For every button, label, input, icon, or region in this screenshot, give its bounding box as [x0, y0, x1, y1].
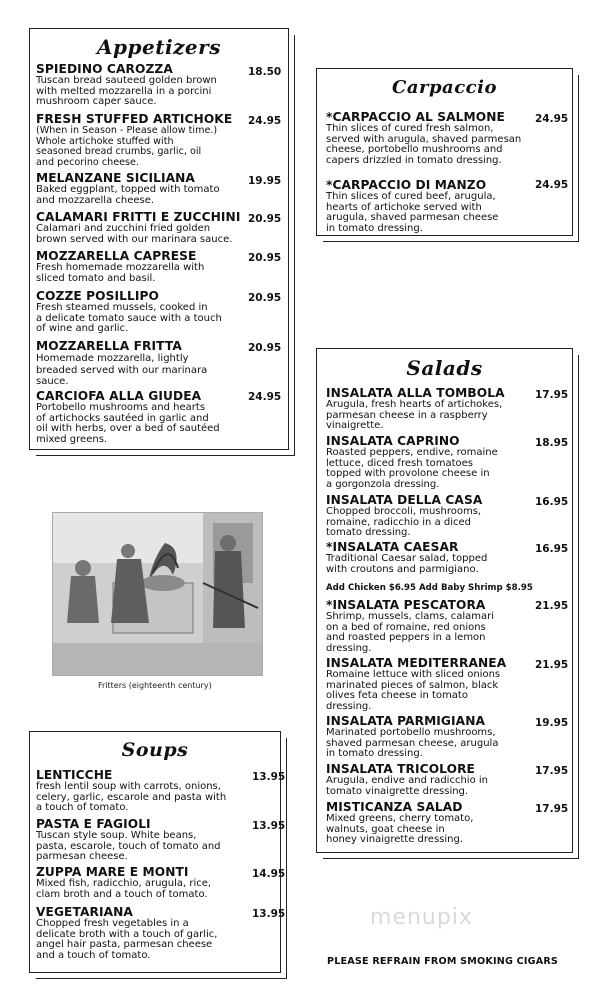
item-name: INSALATA PARMIGIANA — [326, 714, 486, 728]
item-name: FRESH STUFFED ARTICHOKE — [36, 112, 233, 126]
item-name: CALAMARI FRITTI E ZUCCHINI — [36, 210, 241, 224]
item-price: 24.95 — [248, 115, 282, 127]
item-description: Calamari and zucchini fried golden brown served with our marinara sauce. — [36, 223, 233, 245]
menu-item — [36, 769, 251, 814]
item-price: 17.95 — [535, 389, 569, 401]
item-description: Romaine lettuce with sliced onions marinated pieces of salmon, black olives feta cheese in tomato dressing. — [326, 669, 501, 712]
soups-section — [29, 731, 286, 973]
appetizers-heading: Appetizers — [97, 35, 221, 59]
item-description: Chopped broccoli, mushrooms, romaine, radicchio in a diced tomato dressing. — [326, 506, 482, 539]
menu-item — [36, 250, 251, 284]
item-price: 17.95 — [535, 765, 569, 777]
menu-item — [326, 111, 541, 166]
fritters-engraving-image — [53, 513, 262, 675]
menu-item — [326, 801, 541, 846]
menu-item — [326, 657, 541, 712]
menu-item — [36, 866, 251, 900]
item-price: 21.95 — [535, 659, 569, 671]
carpaccio-section — [316, 68, 573, 236]
menu-item — [36, 340, 251, 388]
menu-item — [326, 763, 541, 797]
item-price: 13.95 — [252, 820, 286, 832]
item-description: Homemade mozzarella, lightly breaded served with our marinara sauce. — [36, 353, 208, 387]
item-price: 14.95 — [252, 868, 286, 880]
item-description: fresh lentil soup with carrots, onions, celery, garlic, escarole and pasta with a touch of tomato. — [36, 781, 227, 814]
item-price: 17.95 — [535, 803, 569, 815]
item-price: 19.95 — [535, 717, 569, 729]
item-price: 16.95 — [535, 543, 569, 555]
item-name: MISTICANZA SALAD — [326, 800, 463, 814]
item-price: 19.95 — [248, 175, 282, 187]
item-description: Portobello mushrooms and hearts of artichocks sautéed in garlic and oil with herbs, over a bed of sautéed mixed greens. — [36, 402, 220, 445]
item-name: SPIEDINO CAROZZA — [36, 62, 173, 76]
item-description: Fresh steamed mussels, cooked in a delicate tomato sauce with a touch of wine and garlic. — [36, 302, 222, 335]
carpaccio-heading: Carpaccio — [392, 77, 497, 98]
appetizers-section — [29, 28, 289, 450]
menu-item — [36, 290, 251, 335]
item-description: Chopped fresh vegetables in a delicate broth with a touch of garlic, angel hair pasta, parmesan cheese and a touch of tomato. — [36, 918, 218, 961]
item-description: Tuscan bread sauteed golden brown with melted mozzarella in a porcini mushroom caper sauce. — [36, 75, 217, 108]
item-name: ZUPPA MARE E MONTI — [36, 865, 189, 879]
watermark: menupix — [370, 905, 473, 930]
item-price: 20.95 — [248, 213, 282, 225]
item-description: Arugula, fresh hearts of artichokes, parmesan cheese in a raspberry vinaigrette. — [326, 399, 503, 432]
item-name: VEGETARIANA — [36, 905, 133, 919]
item-name: INSALATA ALLA TOMBOLA — [326, 386, 505, 400]
item-price: 16.95 — [535, 496, 569, 508]
item-description: Roasted peppers, endive, romaine lettuce, diced fresh tomatoes topped with provolone cheese in a gorgonzola dressing. — [326, 447, 498, 490]
item-price: 20.95 — [248, 252, 282, 264]
item-name: INSALATA TRICOLORE — [326, 762, 475, 776]
smoking-notice: PLEASE REFRAIN FROM SMOKING CIGARS — [327, 956, 559, 967]
item-name: MOZZARELLA FRITTA — [36, 339, 182, 353]
menu-item — [36, 113, 251, 168]
menu-item — [36, 172, 251, 206]
item-description: Marinated portobello mushrooms, shaved parmesan cheese, arugula in tomato dressing. — [326, 727, 499, 760]
menu-item — [326, 541, 541, 575]
item-name: PASTA E FAGIOLI — [36, 817, 151, 831]
item-name: MELANZANE SICILIANA — [36, 171, 195, 185]
menu-item — [326, 494, 541, 539]
menu-item — [326, 387, 541, 432]
item-description: Traditional Caesar salad, topped with croutons and parmigiano. — [326, 553, 488, 575]
item-price: 24.95 — [535, 179, 569, 191]
menu-item — [36, 63, 251, 108]
illustration-caption: Fritters (eighteenth century) — [98, 681, 212, 690]
menu-item — [326, 179, 541, 234]
item-name: COZZE POSILLIPO — [36, 289, 160, 303]
salads-heading: Salads — [406, 356, 483, 380]
menu-item — [326, 599, 541, 654]
item-description: Thin slices of cured fresh salmon, served with arugula, shaved parmesan cheese, portobello mushrooms and capers drizzled in tomato dressing. — [326, 123, 522, 166]
item-price: 13.95 — [252, 771, 286, 783]
item-name: INSALATA MEDITERRANEA — [326, 656, 507, 670]
item-name: INSALATA CAPRINO — [326, 434, 460, 448]
item-name: MOZZARELLA CAPRESE — [36, 249, 197, 263]
item-price: 21.95 — [535, 600, 569, 612]
item-price: 24.95 — [535, 113, 569, 125]
item-name: *INSALATA CAESAR — [326, 540, 459, 554]
menu-item — [36, 390, 251, 445]
item-description: Tuscan style soup. White beans, pasta, escarole, touch of tomato and parmesan cheese. — [36, 830, 221, 863]
item-name: *CARPACCIO DI MANZO — [326, 178, 487, 192]
item-name: CARCIOFA ALLA GIUDEA — [36, 389, 202, 403]
menu-item — [36, 818, 251, 863]
salad-addons: Add Chicken $6.95 Add Baby Shrimp $8.95 — [326, 583, 533, 593]
item-name: LENTICCHE — [36, 768, 113, 782]
soups-heading: Soups — [121, 739, 189, 761]
item-price: 24.95 — [248, 391, 282, 403]
item-price: 18.95 — [535, 437, 569, 449]
item-name: *INSALATA PESCATORA — [326, 598, 486, 612]
item-price: 13.95 — [252, 908, 286, 920]
menu-item — [36, 906, 251, 961]
menu-item — [326, 715, 541, 760]
item-description: Mixed fish, radicchio, arugula, rice, clam broth and a touch of tomato. — [36, 878, 212, 900]
item-description: Shrimp, mussels, clams, calamari on a bed of romaine, red onions and roasted peppers in a lemon dressing. — [326, 611, 495, 654]
item-description: Thin slices of cured beef, arugula, hearts of artichoke served with arugula, shaved parmesan cheese in tomato dressing. — [326, 191, 499, 234]
illustration — [52, 512, 263, 676]
menu-item — [326, 435, 541, 490]
salads-section — [316, 348, 573, 853]
item-name: INSALATA DELLA CASA — [326, 493, 483, 507]
item-description: Arugula, endive and radicchio in tomato vinaigrette dressing. — [326, 775, 488, 797]
item-price: 20.95 — [248, 342, 282, 354]
item-description: Baked eggplant, topped with tomato and mozzarella cheese. — [36, 184, 220, 206]
item-name: *CARPACCIO AL SALMONE — [326, 110, 505, 124]
item-price: 18.50 — [248, 66, 282, 78]
item-price: 20.95 — [248, 292, 282, 304]
item-description: Mixed greens, cherry tomato, walnuts, goat cheese in honey vinaigrette dressing. — [326, 813, 474, 846]
menu-item — [36, 211, 266, 245]
item-description: Fresh homemade mozzarella with sliced tomato and basil. — [36, 262, 205, 284]
item-description: (When in Season - Please allow time.) Whole artichoke stuffed with seasoned bread crumbs, garlic, oil and pecorino cheese. — [36, 125, 218, 168]
